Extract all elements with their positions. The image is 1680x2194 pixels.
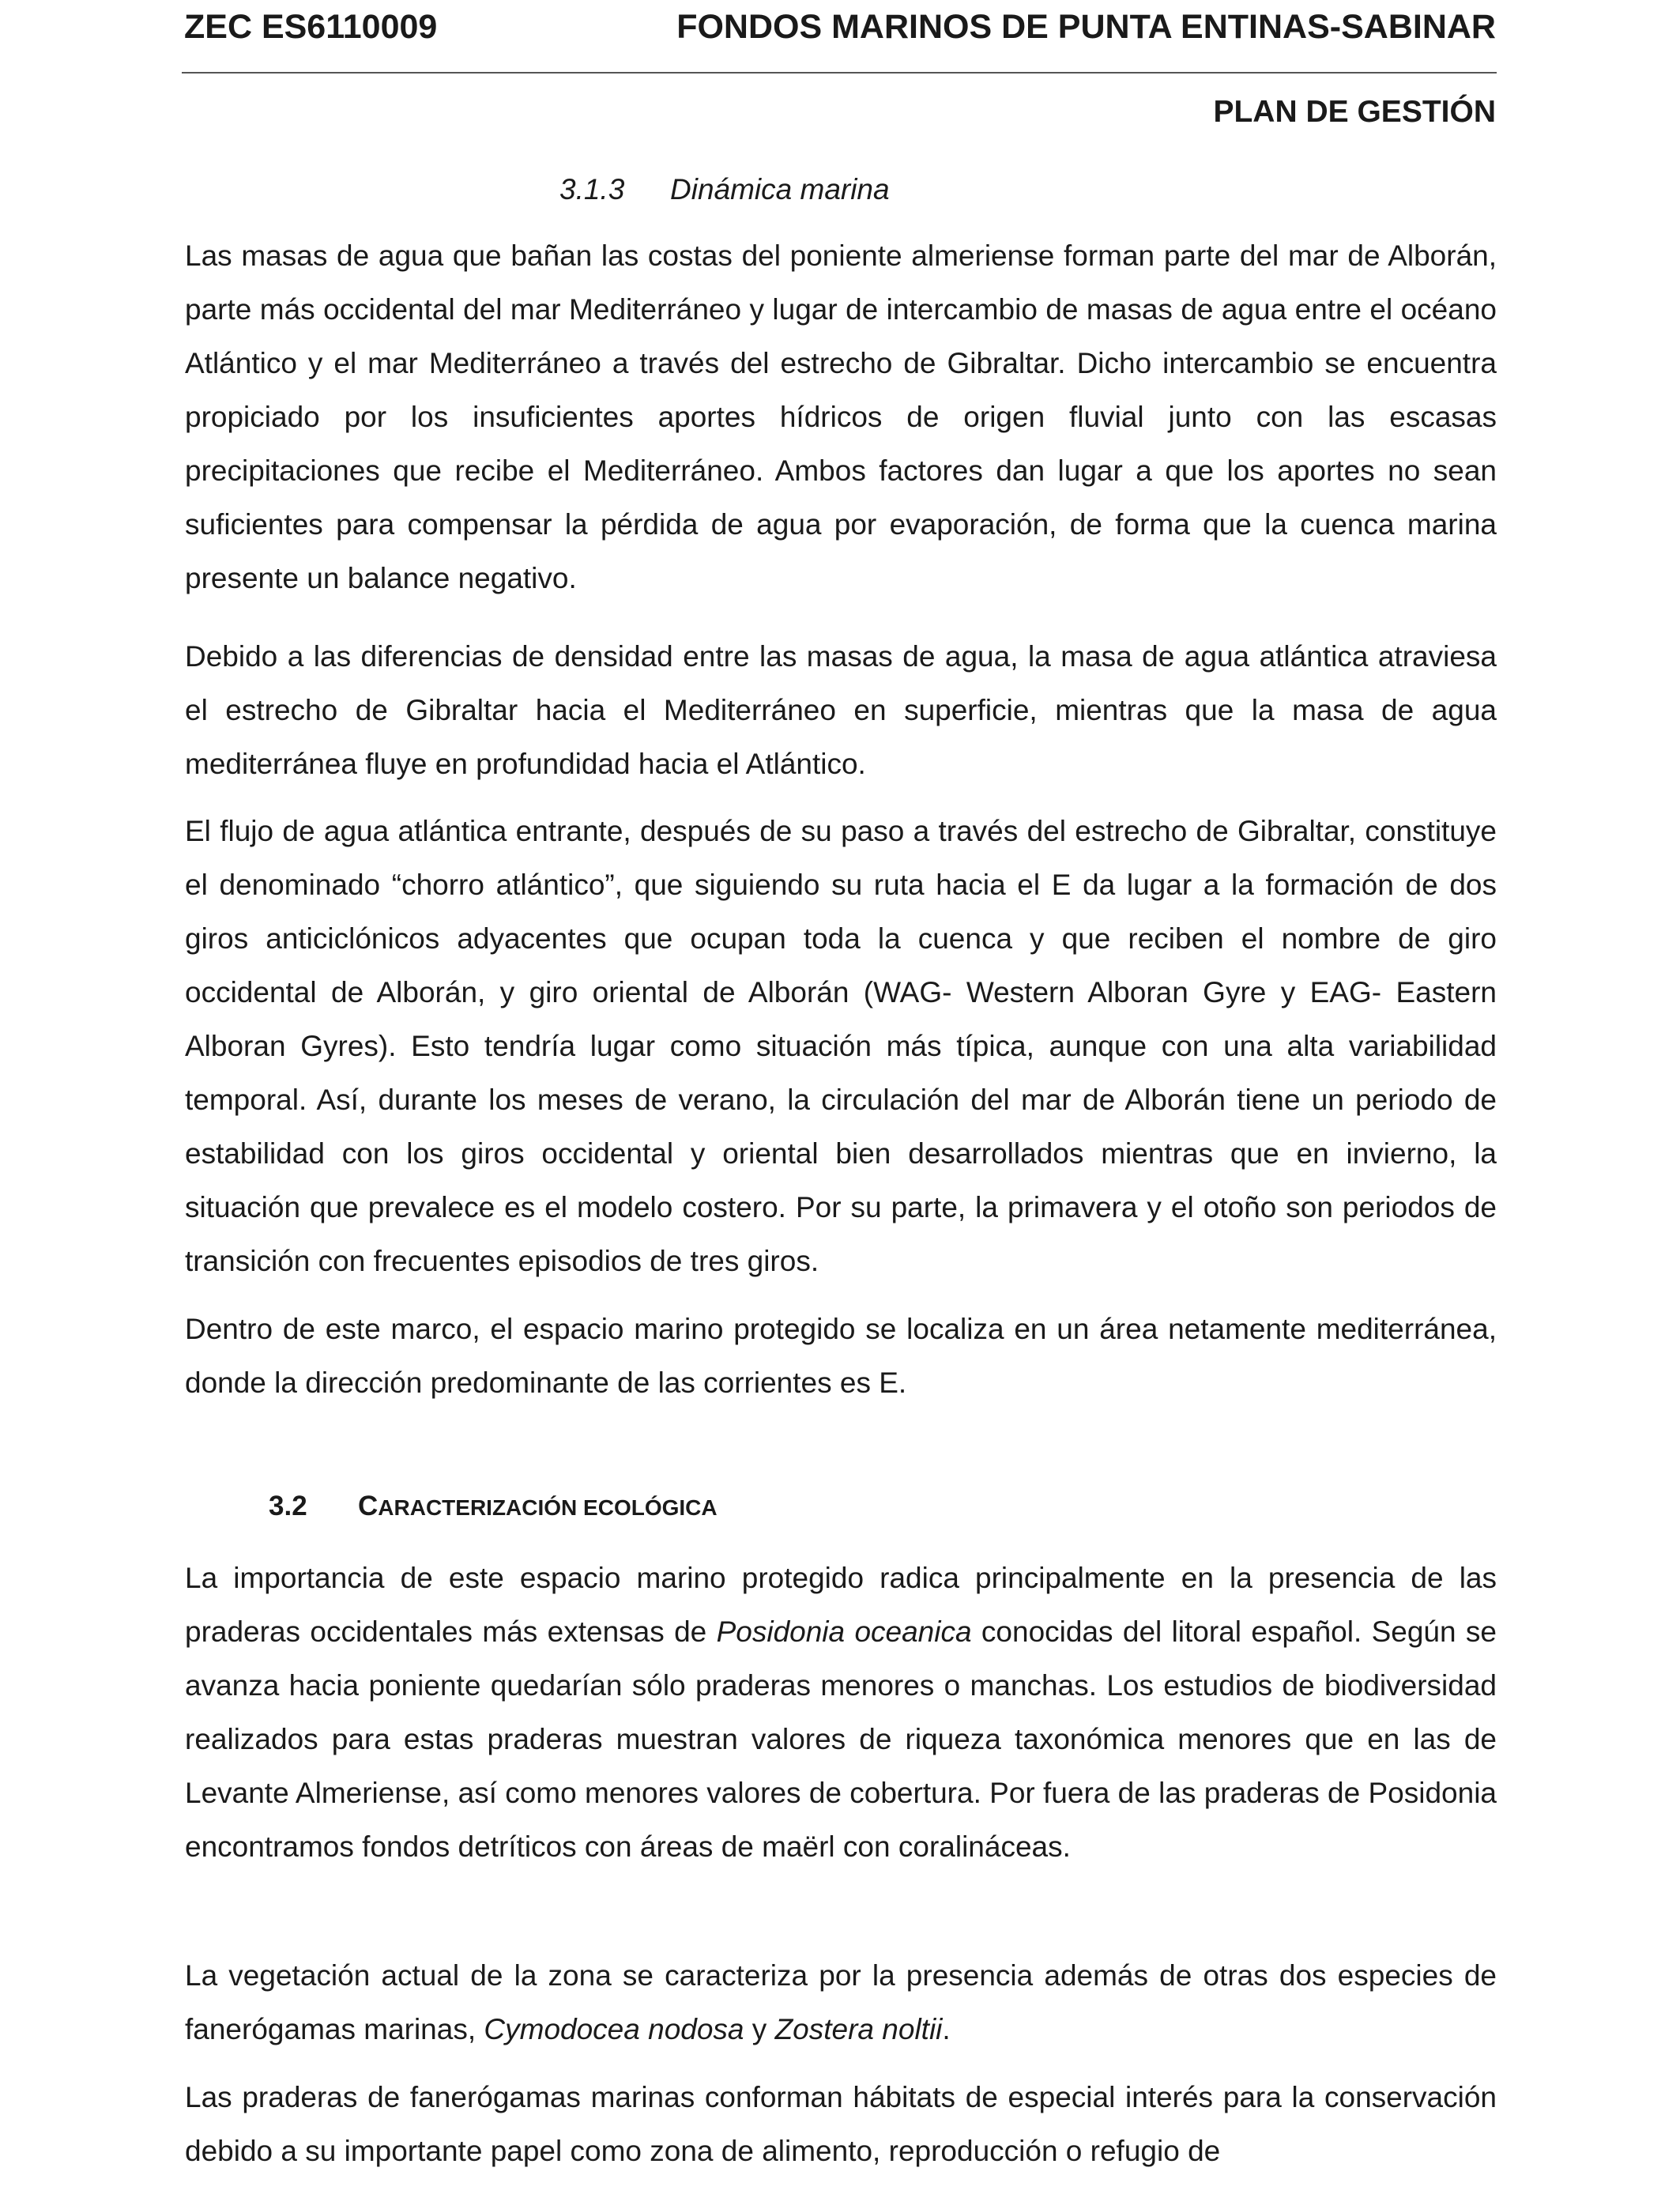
paragraph: Las masas de agua que bañan las costas del poniente almeriense forman parte del mar de Alborán, parte más occidental del mar Mediterráneo y lugar de intercambio de masas de agua entre el océano Atlántico y el mar Mediterráneo a través del estrecho de Gibraltar. Dicho intercambio se encuentra propiciado por los insuficientes aportes hídricos de origen fluvial junto con las escasas precipitaciones que recibe el Mediterráneo. Ambos factores dan lugar a que los aportes no sean suficientes para compensar la pérdida de agua por evaporación, de forma que la cuenca marina presente un balance negativo. [185,239,1497,594]
species-name: Zostera noltii [774,2013,943,2045]
section-number: 3.2 [269,1491,307,1521]
section-heading [269,1491,718,1522]
species-name: Cymodocea nodosa [484,2013,744,2045]
section-title: CARACTERIZACIÓN ECOLÓGICA [358,1491,718,1521]
paragraph: El flujo de agua atlántica entrante, después de su paso a través del estrecho de Gibraltar, constituye el denominado “chorro atlántico”, que siguiendo su ruta hacia el E da lugar a la formación de dos giros anticiclónicos adyacentes que ocupan toda la cuenca y que reciben el nombre de giro occidental de Alborán, y giro oriental de Alborán (WAG- Western Alboran Gyre y EAG- Eastern Alboran Gyres). Esto tendría lugar como situación más típica, aunque con una alta variabilidad temporal. Así, durante los meses de verano, la circulación del mar de Alborán tiene un periodo de estabilidad con los giros occidental y oriental bien desarrollados mientras que en invierno, la situación que prevalece es el modelo costero. Por su parte, la primavera y el otoño son periodos de transición con frecuentes episodios de tres giros. [185,815,1497,1277]
subsection-number: 3.1.3 [559,173,625,205]
subsection-title: Dinámica marina [670,173,890,205]
paragraph: La vegetación actual de la zona se caracteriza por la presencia además de otras dos especies de fanerógamas marinas, Cymodocea nodosa y Zostera noltii. [185,1959,1497,2045]
header-doc-type: PLAN DE GESTIÓN [1213,95,1496,129]
header-site-name: FONDOS MARINOS DE PUNTA ENTINAS-SABINAR [676,8,1496,46]
subsection-heading [559,173,890,206]
header-divider [182,72,1497,74]
paragraph: Las praderas de fanerógamas marinas conforman hábitats de especial interés para la conservación debido a su importante papel como zona de alimento, reproducción o refugio de [185,2081,1497,2167]
species-name: Posidonia oceanica [716,1615,972,1648]
paragraph: La importancia de este espacio marino protegido radica principalmente en la presencia de las praderas occidentales más extensas de Posidonia oceanica conocidas del litoral español. Según se avanza hacia poniente quedarían sólo praderas menores o manchas. Los estudios de biodiversidad realizados para estas praderas muestran valores de riqueza taxonómica menores que en las de Levante Almeriense, así como menores valores de cobertura. Por fuera de las praderas de Posidonia encontramos fondos detríticos con áreas de maërl con coralináceas. [185,1562,1497,1863]
paragraph: Debido a las diferencias de densidad entre las masas de agua, la masa de agua atlántica atraviesa el estrecho de Gibraltar hacia el Mediterráneo en superficie, mientras que la masa de agua mediterránea fluye en profundidad hacia el Atlántico. [185,640,1497,780]
paragraph: Dentro de este marco, el espacio marino protegido se localiza en un área netamente mediterránea, donde la dirección predominante de las corrientes es E. [185,1313,1497,1399]
header-site-code: ZEC ES6110009 [184,8,438,46]
